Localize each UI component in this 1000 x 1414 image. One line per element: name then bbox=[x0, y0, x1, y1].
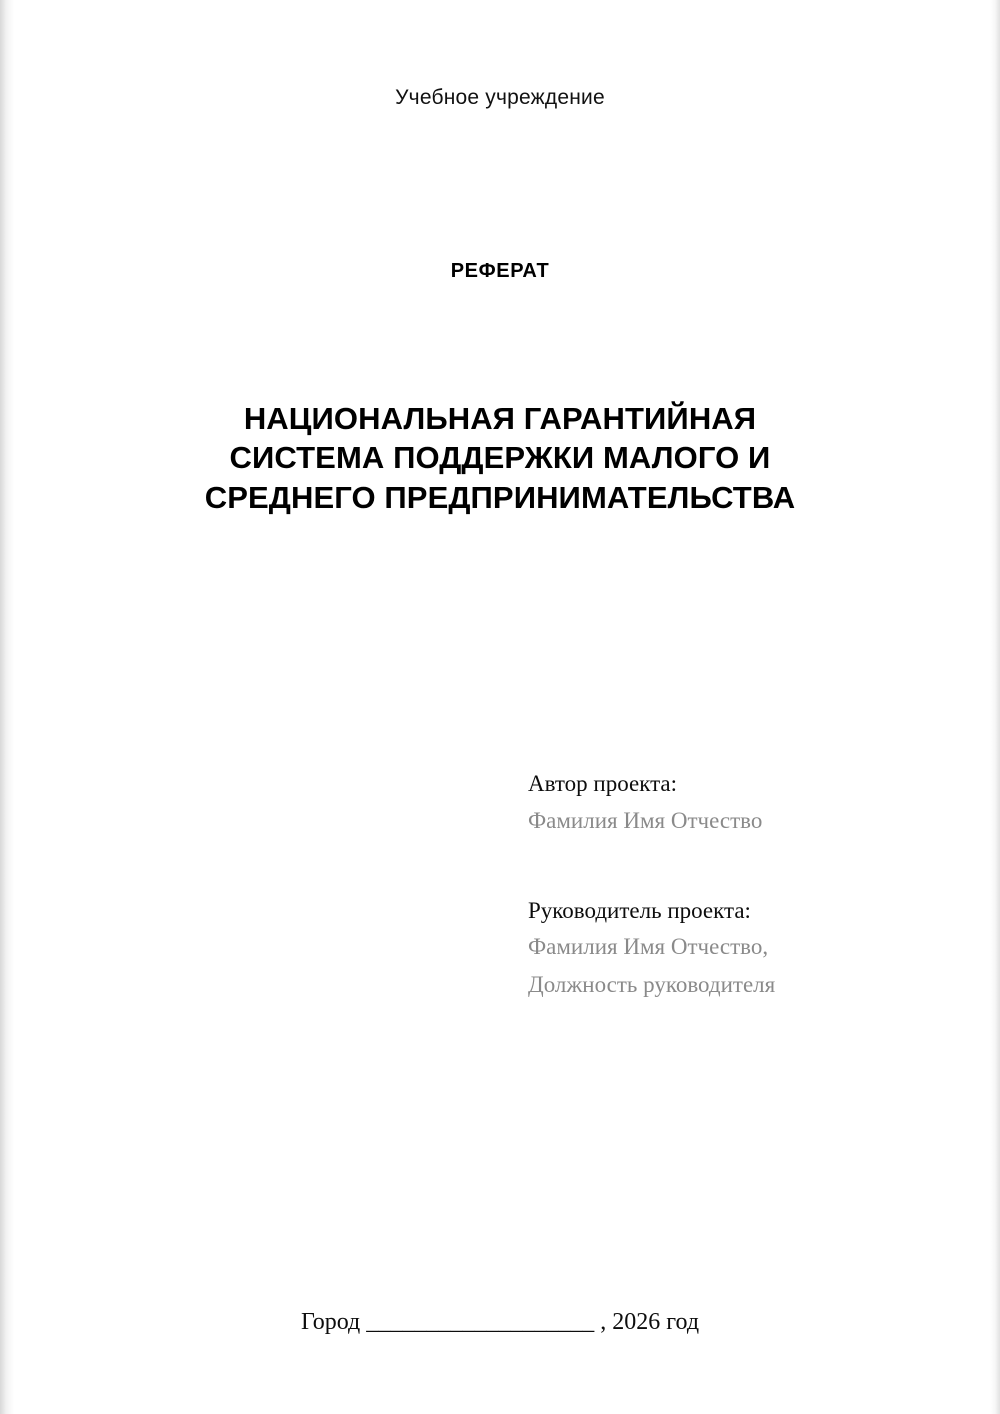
footer-city-label: Город bbox=[300, 1309, 361, 1335]
page-footer bbox=[0, 1309, 1000, 1336]
author-label: Автор проекта: bbox=[528, 771, 677, 797]
supervisor-block bbox=[528, 894, 890, 1004]
institution-name: Учебное учреждение bbox=[395, 86, 605, 109]
document-type-heading: РЕФЕРАТ bbox=[450, 260, 550, 282]
title-page-content bbox=[0, 86, 1000, 1414]
page-title-line-2: СИСТЕМА ПОДДЕРЖКИ МАЛОГО И bbox=[229, 440, 771, 476]
supervisor-value-line-2: Должность руководителя bbox=[528, 971, 776, 997]
credits-section bbox=[110, 767, 890, 1004]
supervisor-label: Руководитель проекта: bbox=[528, 897, 751, 923]
page-title bbox=[110, 399, 890, 517]
page-title-line-1: НАЦИОНАЛЬНАЯ ГАРАНТИЙНАЯ bbox=[243, 401, 757, 436]
footer-year: , 2026 год bbox=[600, 1309, 700, 1335]
footer-city-blank: ___________________ bbox=[366, 1309, 595, 1335]
supervisor-value-line-1: Фамилия Имя Отчество, bbox=[528, 934, 769, 960]
author-block bbox=[528, 767, 890, 839]
author-value: Фамилия Имя Отчество bbox=[528, 807, 763, 833]
page-title-line-3: СРЕДНЕГО ПРЕДПРИНИМАТЕЛЬСТВА bbox=[204, 479, 796, 515]
